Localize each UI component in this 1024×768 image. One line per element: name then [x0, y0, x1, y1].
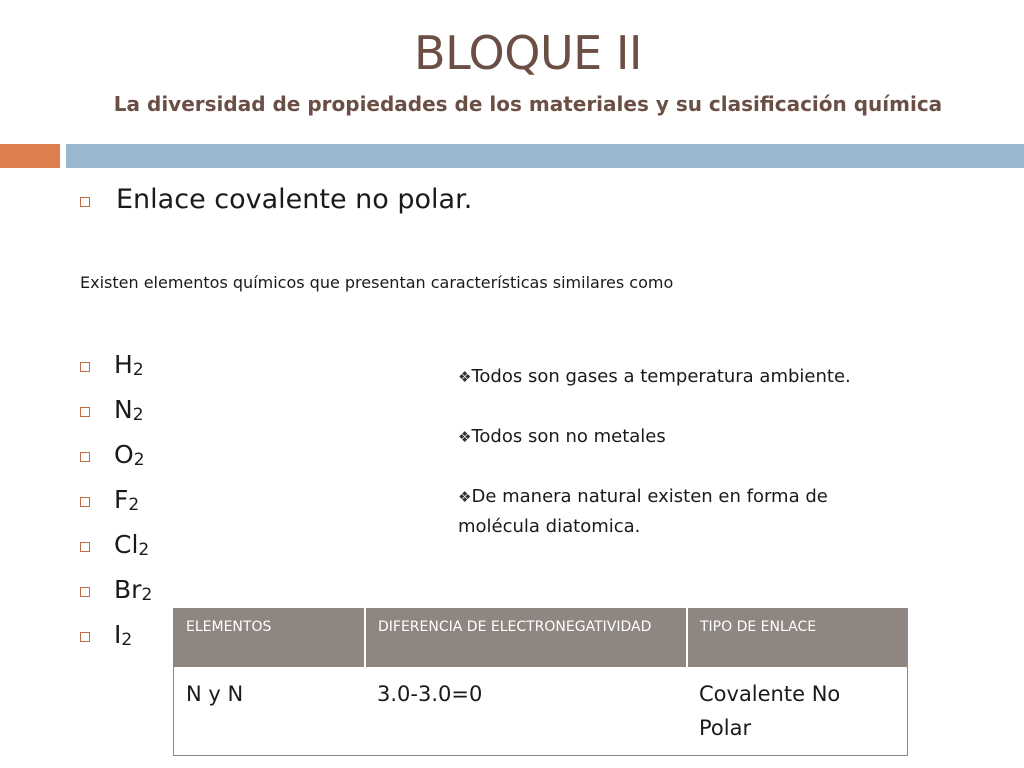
heading-text: Enlace covalente no polar.	[116, 184, 473, 215]
slide-title: BLOQUE II	[414, 26, 642, 80]
accent-bar-blue	[66, 144, 1024, 168]
fact-item: ❖Todos son gases a temperatura ambiente.	[458, 366, 851, 387]
square-bullet-icon	[80, 587, 90, 597]
element-formula: $Cl_2$	[114, 530, 150, 560]
accent-bar-orange	[0, 144, 60, 168]
cell-diferencia: 3.0-3.0=0	[365, 667, 687, 756]
cell-tipo-enlace: Covalente No Polar	[687, 667, 908, 756]
element-formula: $H_2$	[114, 350, 144, 380]
fact-item: ❖De manera natural existen en forma de molécula diatomica.	[458, 486, 828, 537]
square-bullet-icon	[80, 362, 90, 372]
bond-table	[173, 608, 908, 756]
intro-text: Existen elementos químicos que presentan características similares como	[80, 273, 674, 292]
table-header-row	[174, 609, 908, 668]
header-diferencia: DIFERENCIA DE ELECTRONEGATIVIDAD	[365, 609, 687, 668]
table-row	[174, 667, 908, 756]
cell-elementos: N y N	[174, 667, 366, 756]
element-formula: $I_2$	[114, 620, 133, 650]
element-formula: $F_2$	[114, 485, 140, 515]
square-bullet-icon	[80, 452, 90, 462]
slide-subtitle: La diversidad de propiedades de los materiales y su clasificación química	[113, 92, 943, 116]
square-bullet-icon	[80, 542, 90, 552]
square-bullet-icon	[80, 407, 90, 417]
header-elementos: ELEMENTOS	[174, 609, 366, 668]
header-tipo-enlace: TIPO DE ENLACE	[687, 609, 908, 668]
element-formula: $O_2$	[114, 440, 145, 470]
diamond-bullet-icon: ❖	[458, 488, 472, 506]
diamond-bullet-icon: ❖	[458, 428, 472, 446]
element-formula: $N_2$	[114, 395, 144, 425]
square-bullet-icon	[80, 497, 90, 507]
fact-item: ❖Todos son no metales	[458, 426, 666, 447]
element-formula: $Br_2$	[114, 575, 153, 605]
square-bullet-icon	[80, 632, 90, 642]
square-bullet-icon	[80, 197, 90, 207]
facts-list	[458, 362, 898, 572]
diamond-bullet-icon: ❖	[458, 368, 472, 386]
